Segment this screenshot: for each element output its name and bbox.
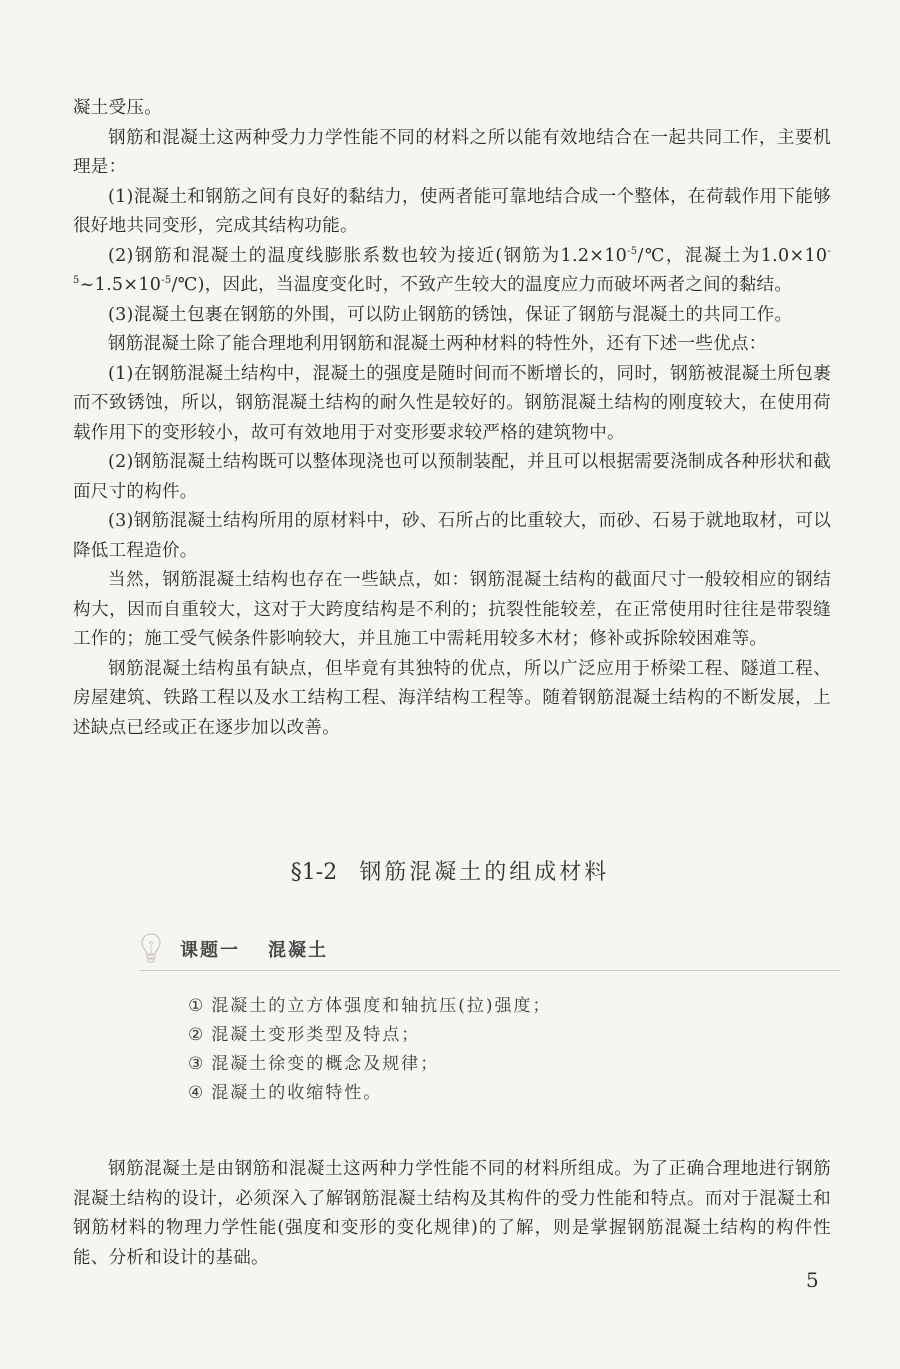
objective-item: ③ 混凝土徐变的概念及规律； (188, 1054, 440, 1074)
applications-paragraph: 钢筋混凝土结构虽有缺点，但毕竟有其独特的优点，所以广泛应用于桥梁工程、隧道工程、房屋建筑、铁路工程以及水工结构工程、海洋结构工程等。随着钢筋混凝土结构的不断发展，上述缺点已经或正在逐步加以改善。 (73, 658, 831, 738)
mechanism-1: (1)混凝土和钢筋之间有良好的黏结力，使两者能可靠地结合成一个整体，在荷载作用下能够很好地共同变形，完成其结构功能。 (73, 186, 831, 236)
body-text-lower (73, 1155, 831, 1273)
closing-paragraph: 钢筋混凝土是由钢筋和混凝土这两种力学性能不同的材料所组成。为了正确合理地进行钢筋混凝土结构的设计，必须深入了解钢筋混凝土结构及其构件的受力性能和特点。而对于混凝土和钢筋材料的物理力学性能(强度和变形的变化规律)的了解，则是掌握钢筋混凝土结构的构件性能、分析和设计的基础。 (73, 1159, 831, 1268)
topic-name: 混凝土 (268, 940, 328, 961)
body-text-upper (73, 94, 831, 743)
section-title-text: 钢筋混凝土的组成材料 (359, 860, 610, 885)
advantage-3: (3)钢筋混凝土结构所用的原材料中，砂、石所占的比重较大，而砂、石易于就地取材，可以降低工程造价。 (73, 511, 831, 561)
advantages-intro: 钢筋混凝土除了能合理地利用钢筋和混凝土两种材料的特性外，还有下述一些优点： (108, 334, 767, 354)
advantage-2: (2)钢筋混凝土结构既可以整体现浇也可以预制装配，并且可以根据需要浇制成各种形状和截面尺寸的构件。 (73, 452, 831, 502)
mechanism-3: (3)混凝土包裹在钢筋的外围，可以防止钢筋的锈蚀，保证了钢筋与混凝土的共同工作。 (108, 304, 793, 325)
topic-label: 课题一 (180, 940, 240, 961)
lightbulb-icon (140, 932, 162, 966)
topic-header (140, 930, 840, 971)
objective-item: ① 混凝土的立方体强度和轴抗压(拉)强度； (188, 996, 552, 1016)
top-fragment: 凝土受压。 (73, 98, 162, 118)
intro-paragraph: 钢筋和混凝土这两种受力力学性能不同的材料之所以能有效地结合在一起共同工作，主要机理是： (73, 127, 831, 177)
mechanism-2: (2)钢筋和混凝土的温度线膨胀系数也较为接近(钢筋为$1.2\times 10^{-5}/℃$，混凝土为$1.0\times 10^{-5}\sim 1.5\times 10^{-5}/℃$)，因此，当温度变化时，不致产生较大的温度应力而破坏两者之间的黏结。 (73, 245, 831, 295)
learning-objectives (188, 992, 552, 1108)
objective-item: ② 混凝土变形类型及特点； (188, 1025, 421, 1045)
disadvantages-paragraph: 当然，钢筋混凝土结构也存在一些缺点，如：钢筋混凝土结构的截面尺寸一般较相应的钢结构大，因而自重较大，这对于大跨度结构是不利的；抗裂性能较差，在正常使用时往往是带裂缝工作的；施工受气候条件影响较大，并且施工中需耗用较多木材；修补或拆除较困难等。 (73, 570, 831, 649)
objective-item: ④ 混凝土的收缩特性。 (188, 1083, 383, 1103)
page-number: 5 (806, 1268, 819, 1292)
topic-title (180, 936, 328, 962)
section-number: §1-2 (290, 860, 338, 885)
topic-box (140, 930, 840, 1103)
section-heading (0, 855, 900, 886)
advantage-1: (1)在钢筋混凝土结构中，混凝土的强度是随时间而不断增长的，同时，钢筋被混凝土所包裹而不致锈蚀，所以，钢筋混凝土结构的耐久性是较好的。钢筋混凝土结构的刚度较大，在使用荷载作用下的变形较小，故可有效地用于对变形要求较严格的建筑物中。 (73, 363, 831, 443)
